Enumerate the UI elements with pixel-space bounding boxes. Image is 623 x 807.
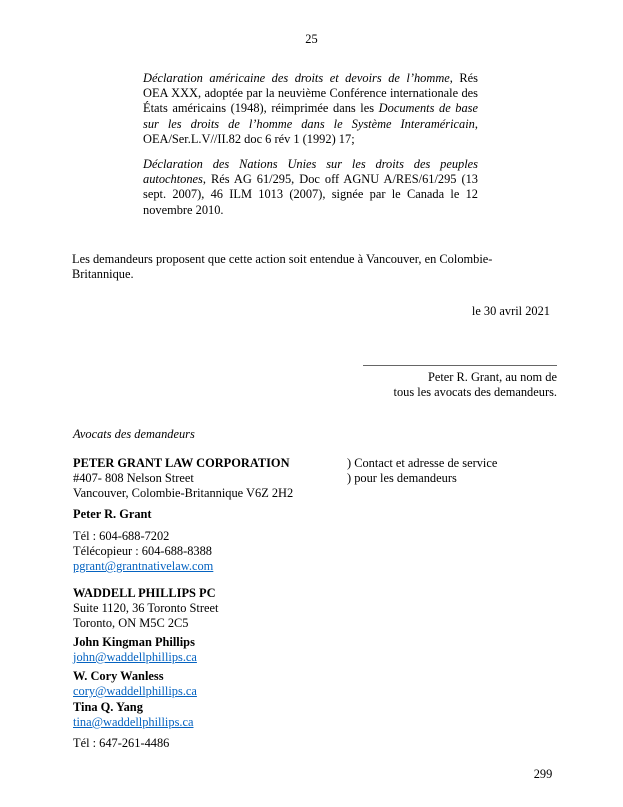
date-line: le 30 avril 2021	[471, 304, 550, 318]
counsel-heading: Avocats des demandeurs	[73, 427, 195, 441]
firm1-address-line1: #407- 808 Nelson Street	[73, 471, 194, 485]
firm2-lawyer3-email-link[interactable]: tina@waddellphillips.ca	[73, 715, 194, 729]
signature-role: tous les avocats des demandeurs.	[393, 385, 557, 399]
signature-block	[257, 365, 557, 400]
firm1-email-line	[73, 559, 343, 574]
firm1-fax: Télécopieur : 604-688-8388	[73, 544, 213, 558]
firm1-email-link[interactable]: pgrant@grantnativelaw.com	[73, 559, 214, 573]
citation-undrip-declaration	[143, 157, 478, 218]
page-number-top: 25	[305, 32, 318, 46]
citation-source-title: Documents de base sur les droits de l’homme dans le Système Interaméricain	[143, 101, 478, 131]
counsel-contact-column	[73, 456, 343, 751]
signature-name: Peter R. Grant, au nom de	[427, 370, 557, 384]
citation-reference: , Rés AG 61/295, Doc off AGNU A/RES/61/295 (13 sept. 2007), 46 ILM 1013 (2007), signée par le Canada le 12 novembre 2010.	[143, 172, 478, 217]
firm2-lawyer3-name: Tina Q. Yang	[73, 700, 143, 714]
venue-sentence: Les demandeurs proposent que cette action soit entendue à Vancouver, en Colombie-Britannique.	[72, 252, 493, 281]
citation-title: Déclaration américaine des droits et devoirs de l’homme	[143, 71, 450, 85]
citation-text: , Rés OEA XXX, adoptée par la neuvième Conférence internationale des États américains (1948), réimprimée dans les	[143, 71, 478, 116]
firm2-lawyer1-name: John Kingman Phillips	[73, 635, 195, 649]
citation-oas-declaration	[143, 71, 478, 147]
firm2-lawyer1-email-link[interactable]: john@waddellphillips.ca	[73, 650, 197, 664]
firm2-lawyer1-email-line	[73, 650, 343, 665]
firm1-lawyer-name: Peter R. Grant	[73, 507, 152, 521]
firm2-address-line1: Suite 1120, 36 Toronto Street	[73, 601, 219, 615]
citation-title: Déclaration des Nations Unies sur les droits des peuples autochtones	[143, 157, 478, 187]
firm2-name: WADDELL PHILLIPS PC	[73, 586, 216, 600]
citation-reference: , OEA/Ser.L.V//II.82 doc 6 rév 1 (1992) 17;	[143, 116, 478, 146]
firm2-telephone: Tél : 647-261-4486	[73, 736, 170, 750]
firm2-address-line2: Toronto, ON M5C 2C5	[73, 616, 189, 630]
service-note-column	[347, 456, 567, 486]
service-note-line1: ) Contact et adresse de service	[347, 456, 498, 470]
page-number-bottom: 299	[533, 767, 553, 781]
firm1-telephone: Tél : 604-688-7202	[73, 529, 170, 543]
firm2-lawyer2-name: W. Cory Wanless	[73, 669, 164, 683]
firm2-lawyer2-email-line	[73, 684, 343, 699]
firm1-name: PETER GRANT LAW CORPORATION	[73, 456, 290, 470]
service-note-line2: ) pour les demandeurs	[347, 471, 457, 485]
signature-line	[363, 365, 557, 366]
citations-block	[143, 71, 478, 218]
firm2-lawyer2-email-link[interactable]: cory@waddellphillips.ca	[73, 684, 197, 698]
firm1-address-line2: Vancouver, Colombie-Britannique V6Z 2H2	[73, 486, 294, 500]
firm2-lawyer3-email-line	[73, 715, 343, 730]
